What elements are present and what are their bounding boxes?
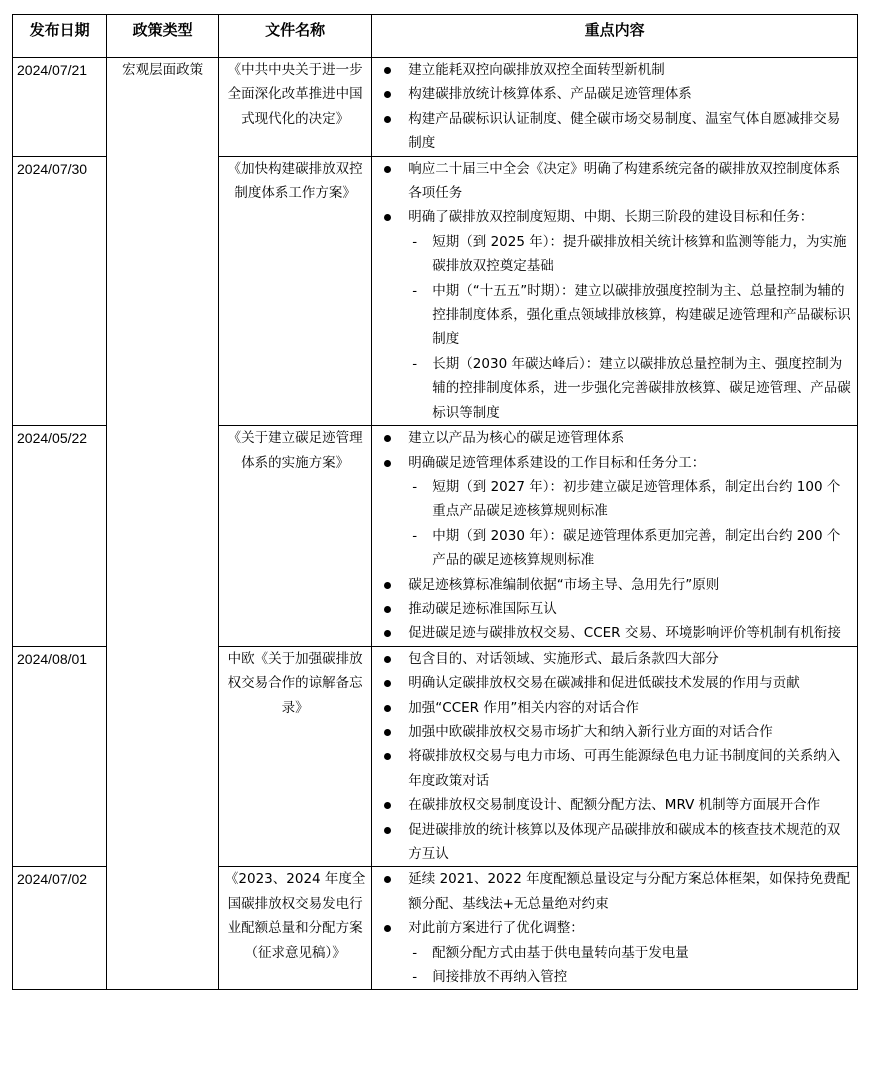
bullet-item [376, 744, 853, 793]
cell-key-content[interactable] [372, 867, 858, 990]
bullet-text: 加强中欧碳排放权交易市场扩大和纳入新行业方面的对话合作 [408, 723, 773, 740]
header-row [13, 15, 858, 58]
sub-item: - 配额分配方式由基于供电量转向基于发电量 [408, 941, 853, 965]
bullet-item [376, 426, 853, 450]
bullet-item [376, 647, 853, 671]
bullet-list [376, 157, 853, 425]
bullet-list [376, 647, 853, 867]
bullet-text: 明确碳足迹管理体系建设的工作目标和任务分工： [408, 454, 706, 471]
bullet-item [376, 867, 853, 916]
sub-item: - 短期（到 2027 年）：初步建立碳足迹管理体系，制定出台约 100 个重点产品碳足迹核算规则标准 [408, 475, 853, 524]
bullet-item [376, 671, 853, 695]
bullet-text: 促进碳足迹与碳排放权交易、CCER 交易、环境影响评价等机制有机衔接 [408, 625, 841, 642]
sub-list [408, 230, 853, 425]
bullet-text: 包含目的、对话领域、实施形式、最后条款四大部分 [408, 650, 719, 667]
sub-item: - 间接排放不再纳入管控 [408, 965, 853, 989]
cell-file-name[interactable]: 《中共中央关于进一步全面深化改革推进中国式现代化的决定》 [219, 58, 372, 157]
cell-file-name[interactable]: 《加快构建碳排放双控制度体系工作方案》 [219, 156, 372, 425]
bullet-text: 明确认定碳排放权交易在碳减排和促进低碳技术发展的作用与贡献 [408, 675, 800, 692]
bullet-item [376, 107, 853, 156]
cell-key-content[interactable] [372, 156, 858, 425]
bullet-item [376, 818, 853, 867]
header-type[interactable]: 政策类型 [107, 15, 219, 58]
cell-date[interactable]: 2024/07/02 [13, 867, 107, 990]
sub-list [408, 475, 853, 573]
bullet-text: 推动碳足迹标准国际互认 [408, 600, 557, 617]
bullet-item [376, 573, 853, 597]
cell-date[interactable]: 2024/07/30 [13, 156, 107, 425]
cell-date[interactable]: 2024/05/22 [13, 426, 107, 647]
bullet-list [376, 867, 853, 989]
bullet-item [376, 597, 853, 621]
sub-item: - 短期（到 2025 年）：提升碳排放相关统计核算和监测等能力，为实施碳排放双控奠定基础 [408, 230, 853, 279]
bullet-text: 延续 2021、2022 年度配额总量设定与分配方案总体框架，如保持免费配额分配、基线法+无总量绝对约束 [408, 871, 851, 912]
sub-item: - 中期（“十五五”时期）：建立以碳排放强度控制为主、总量控制为辅的控排制度体系，强化重点领域排放核算，构建碳足迹管理和产品碳标识制度 [408, 279, 853, 352]
bullet-text: 加强“CCER 作用”相关内容的对话合作 [408, 699, 639, 716]
header-key[interactable]: 重点内容 [372, 15, 858, 58]
bullet-item [376, 82, 853, 106]
bullet-item [376, 720, 853, 744]
bullet-text: 构建碳排放统计核算体系、产品碳足迹管理体系 [408, 86, 692, 103]
cell-date[interactable]: 2024/07/21 [13, 58, 107, 157]
bullet-item [376, 696, 853, 720]
bullet-item [376, 916, 853, 989]
cell-date[interactable]: 2024/08/01 [13, 646, 107, 867]
bullet-text: 响应二十届三中全会《决定》明确了构建系统完备的碳排放双控制度体系各项任务 [408, 160, 841, 202]
policy-type-label: 宏观层面政策 [122, 62, 204, 78]
bullet-item [376, 793, 853, 817]
bullet-item [376, 621, 853, 645]
bullet-text: 建立以产品为核心的碳足迹管理体系 [408, 430, 625, 447]
bullet-text: 明确了碳排放双控制度短期、中期、长期三阶段的建设目标和任务： [408, 209, 814, 226]
cell-key-content[interactable] [372, 58, 858, 157]
bullet-text: 构建产品碳标识认证制度、健全碳市场交易制度、温室气体自愿减排交易制度 [408, 110, 841, 152]
cell-file-name[interactable]: 中欧《关于加强碳排放权交易合作的谅解备忘录》 [219, 646, 372, 867]
bullet-item [376, 157, 853, 206]
header-date[interactable]: 发布日期 [13, 15, 107, 58]
table-row [13, 58, 858, 157]
bullet-list [376, 426, 853, 646]
cell-file-name[interactable]: 《2023、2024 年度全国碳排放权交易发电行业配额总量和分配方案（征求意见稿）》 [219, 867, 372, 990]
policy-table [12, 14, 858, 990]
bullet-item [376, 451, 853, 573]
sub-item: - 长期（2030 年碳达峰后）：建立以碳排放总量控制为主、强度控制为辅的控排制度体系，进一步强化完善碳排放核算、碳足迹管理、产品碳标识等制度 [408, 352, 853, 425]
bullet-list [376, 58, 853, 156]
bullet-text: 促进碳排放的统计核算以及体现产品碳排放和碳成本的核查技术规范的双方互认 [408, 821, 841, 862]
cell-key-content[interactable] [372, 426, 858, 647]
bullet-text: 碳足迹核算标准编制依据“市场主导、急用先行”原则 [408, 576, 720, 593]
bullet-text: 将碳排放权交易与电力市场、可再生能源绿色电力证书制度间的关系纳入年度政策对话 [408, 748, 841, 789]
bullet-text: 对此前方案进行了优化调整： [408, 920, 584, 937]
bullet-text: 在碳排放权交易制度设计、配额分配方法、MRV 机制等方面展开合作 [408, 797, 821, 814]
bullet-text: 建立能耗双控向碳排放双控全面转型新机制 [408, 62, 665, 78]
bullet-item [376, 205, 853, 425]
sub-list [408, 941, 853, 990]
cell-file-name[interactable]: 《关于建立碳足迹管理体系的实施方案》 [219, 426, 372, 647]
bullet-item [376, 58, 853, 82]
cell-key-content[interactable] [372, 646, 858, 867]
cell-policy-type[interactable] [107, 58, 219, 990]
header-file[interactable]: 文件名称 [219, 15, 372, 58]
sub-item: - 中期（到 2030 年）：碳足迹管理体系更加完善，制定出台约 200 个产品的碳足迹核算规则标准 [408, 524, 853, 573]
